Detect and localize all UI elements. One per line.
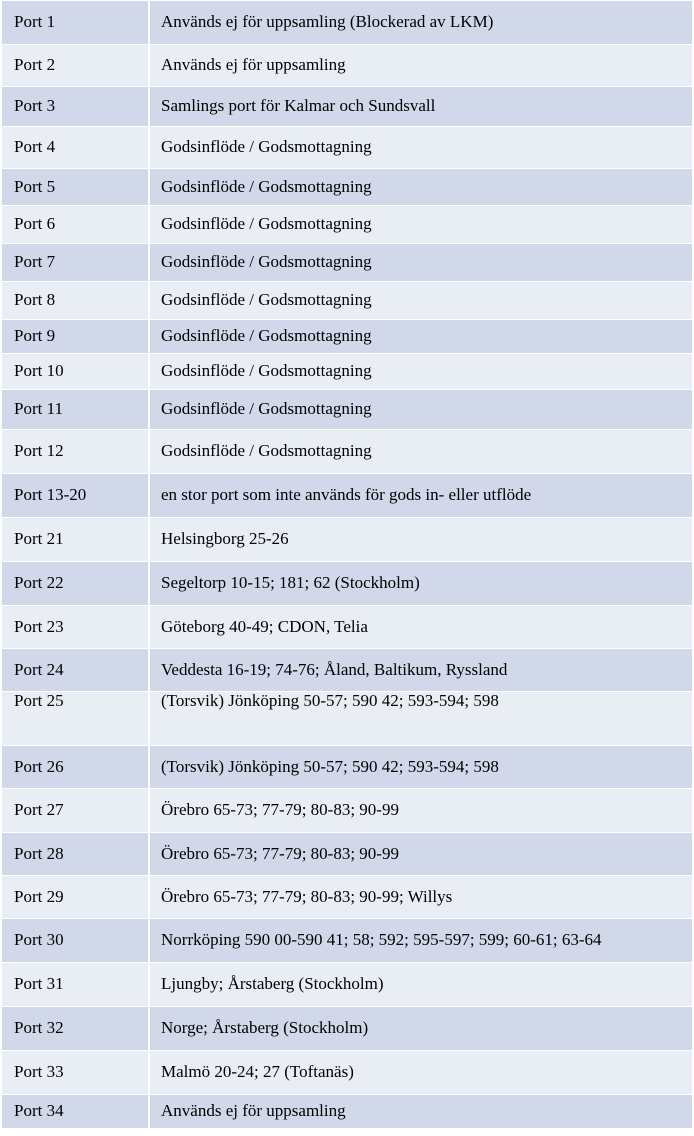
port-cell: Port 9 [1, 320, 149, 354]
description-cell: Godsinflöde / Godsmottagning [149, 282, 693, 320]
port-cell: Port 21 [1, 518, 149, 562]
description-cell: Godsinflöde / Godsmottagning [149, 320, 693, 354]
table-row [1, 1, 693, 45]
port-cell: Port 22 [1, 562, 149, 606]
description-cell: Godsinflöde / Godsmottagning [149, 169, 693, 206]
table-row [1, 963, 693, 1007]
port-cell: Port 7 [1, 244, 149, 282]
description-cell: Används ej för uppsamling [149, 1095, 693, 1129]
table-row [1, 45, 693, 87]
description-cell: Ljungby; Årstaberg (Stockholm) [149, 963, 693, 1007]
table-row [1, 562, 693, 606]
port-cell: Port 3 [1, 87, 149, 127]
description-cell: Godsinflöde / Godsmottagning [149, 206, 693, 244]
description-cell: (Torsvik) Jönköping 50-57; 590 42; 593-594; 598 [149, 746, 693, 789]
table-row [1, 474, 693, 518]
table-row [1, 430, 693, 474]
port-cell: Port 1 [1, 1, 149, 45]
description-cell: Veddesta 16-19; 74-76; Åland, Baltikum, Ryssland [149, 649, 693, 692]
port-cell: Port 11 [1, 390, 149, 430]
port-cell: Port 5 [1, 169, 149, 206]
table-row [1, 1007, 693, 1051]
description-cell: Örebro 65-73; 77-79; 80-83; 90-99; Willys [149, 876, 693, 919]
port-cell: Port 12 [1, 430, 149, 474]
description-cell: Godsinflöde / Godsmottagning [149, 127, 693, 169]
port-cell: Port 31 [1, 963, 149, 1007]
table-row [1, 244, 693, 282]
port-cell: Port 25 [1, 692, 149, 746]
port-cell: Port 30 [1, 919, 149, 963]
table-row [1, 876, 693, 919]
table-row [1, 87, 693, 127]
table-row [1, 649, 693, 692]
port-cell: Port 4 [1, 127, 149, 169]
table-row [1, 390, 693, 430]
port-cell: Port 24 [1, 649, 149, 692]
port-cell: Port 28 [1, 833, 149, 876]
port-cell: Port 13-20 [1, 474, 149, 518]
port-cell: Port 32 [1, 1007, 149, 1051]
description-cell: Norrköping 590 00-590 41; 58; 592; 595-597; 599; 60-61; 63-64 [149, 919, 693, 963]
table-row [1, 789, 693, 833]
description-cell: Örebro 65-73; 77-79; 80-83; 90-99 [149, 789, 693, 833]
port-cell: Port 26 [1, 746, 149, 789]
description-cell: Godsinflöde / Godsmottagning [149, 390, 693, 430]
port-cell: Port 23 [1, 606, 149, 649]
description-cell: Samlings port för Kalmar och Sundsvall [149, 87, 693, 127]
table-row [1, 518, 693, 562]
description-cell: Göteborg 40-49; CDON, Telia [149, 606, 693, 649]
table-row [1, 692, 693, 746]
table-row [1, 282, 693, 320]
description-cell: Malmö 20-24; 27 (Toftanäs) [149, 1051, 693, 1095]
port-cell: Port 29 [1, 876, 149, 919]
table-row [1, 1051, 693, 1095]
description-cell: en stor port som inte används för gods in- eller utflöde [149, 474, 693, 518]
table-row [1, 354, 693, 390]
port-cell: Port 34 [1, 1095, 149, 1129]
table-row [1, 833, 693, 876]
description-cell: Godsinflöde / Godsmottagning [149, 244, 693, 282]
port-cell: Port 10 [1, 354, 149, 390]
description-cell: Örebro 65-73; 77-79; 80-83; 90-99 [149, 833, 693, 876]
description-cell: Godsinflöde / Godsmottagning [149, 430, 693, 474]
table-row [1, 746, 693, 789]
table-row [1, 606, 693, 649]
table-row [1, 169, 693, 206]
description-cell: Helsingborg 25-26 [149, 518, 693, 562]
description-cell: Segeltorp 10-15; 181; 62 (Stockholm) [149, 562, 693, 606]
port-cell: Port 33 [1, 1051, 149, 1095]
description-cell: Används ej för uppsamling [149, 45, 693, 87]
description-cell: (Torsvik) Jönköping 50-57; 590 42; 593-594; 598 [149, 692, 693, 746]
table-row [1, 127, 693, 169]
table-row [1, 320, 693, 354]
port-cell: Port 27 [1, 789, 149, 833]
port-cell: Port 2 [1, 45, 149, 87]
table-row [1, 206, 693, 244]
table-row [1, 919, 693, 963]
description-cell: Godsinflöde / Godsmottagning [149, 354, 693, 390]
table-row [1, 1095, 693, 1129]
port-cell: Port 8 [1, 282, 149, 320]
description-cell: Norge; Årstaberg (Stockholm) [149, 1007, 693, 1051]
description-cell: Används ej för uppsamling (Blockerad av LKM) [149, 1, 693, 45]
port-cell: Port 6 [1, 206, 149, 244]
